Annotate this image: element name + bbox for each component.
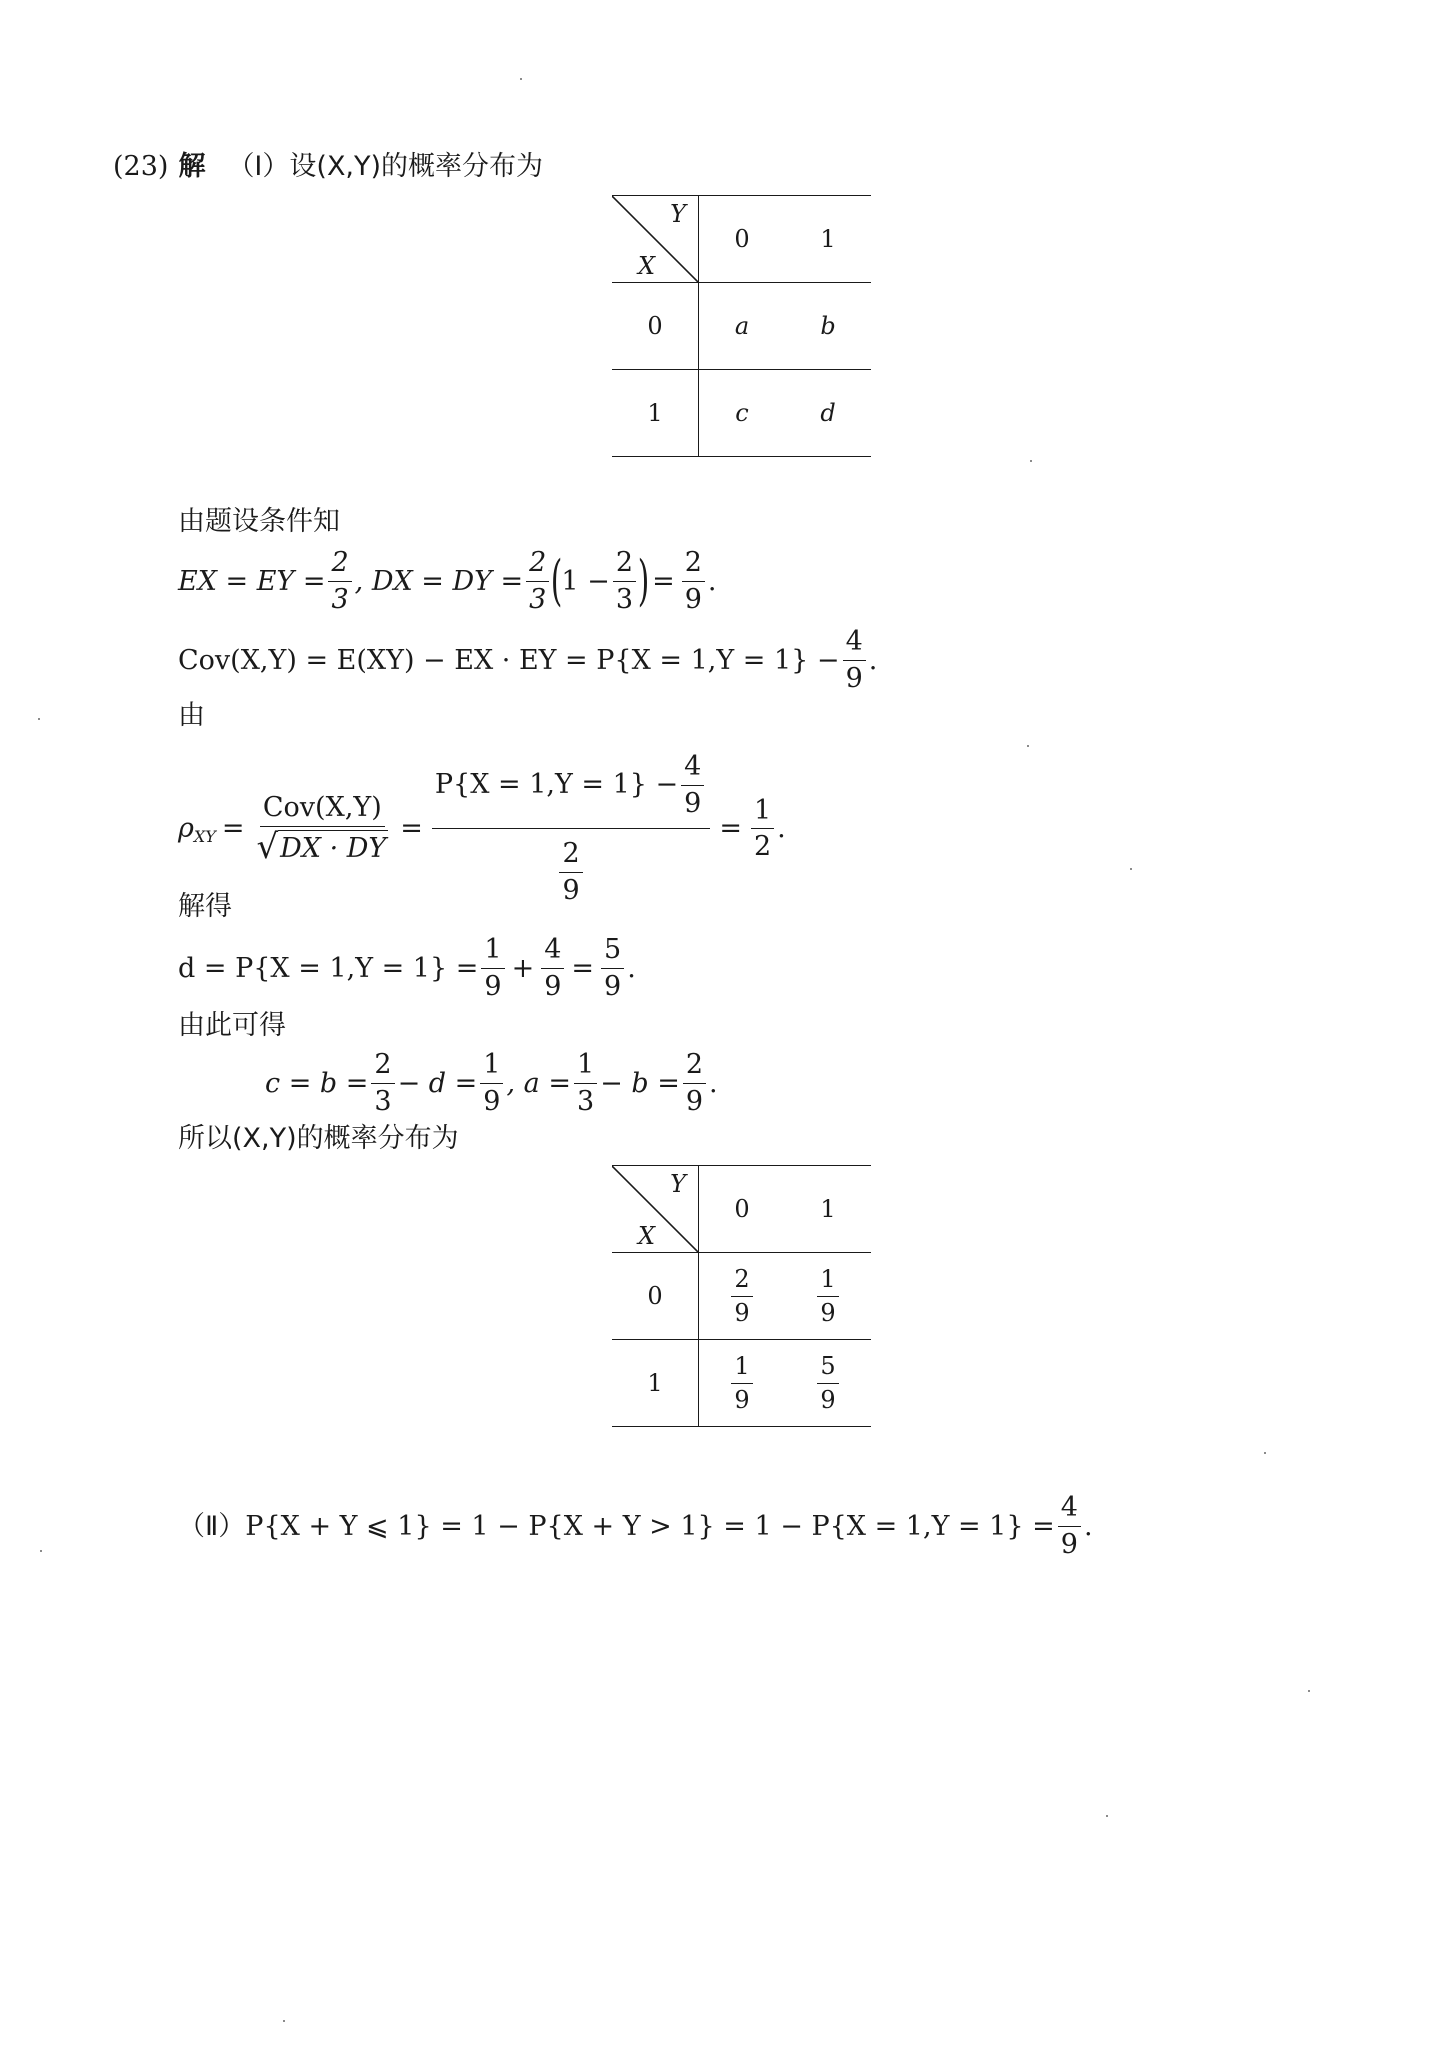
table2-cell: $\frac{1}{9}$ — [699, 1340, 786, 1427]
fraction-compound: P{X = 1,Y = 1} − $\frac{4}{9}$ $\frac{2}{9}$ — [432, 752, 710, 906]
table1-col-header: 1 — [785, 196, 871, 283]
fraction: $\frac{2}{9}$ — [683, 1050, 706, 1116]
part2-text: P{X + Y ⩽ 1} = 1 − P{X + Y > 1} = 1 − P{X = 1,Y = 1} = — [245, 1510, 1055, 1542]
table2-row-header: 1 — [612, 1340, 699, 1427]
table2-cell: $\frac{2}{9}$ — [699, 1253, 786, 1340]
eq5-lhs: c = b = — [265, 1067, 369, 1099]
table1-cell: a — [699, 283, 786, 370]
distribution-table-unknowns — [612, 195, 871, 457]
equation-correlation — [178, 752, 786, 906]
scan-speck — [40, 1550, 42, 1552]
fraction: $\frac{5}{9}$ — [601, 935, 624, 1001]
table1-row-var: X — [638, 252, 656, 280]
hence-text: 由此可得 — [178, 1010, 286, 1041]
scan-speck — [1030, 460, 1032, 462]
solve-text: 解得 — [178, 891, 232, 922]
eq5-a-equals: , a = — [506, 1067, 571, 1099]
eq5-minus-d: − d = — [397, 1067, 478, 1099]
table2-corner — [612, 1166, 699, 1253]
so-text: 所以(X,Y)的概率分布为 — [178, 1123, 459, 1154]
scan-speck — [283, 2020, 285, 2022]
fraction-cov-over-sqrt: Cov(X,Y) √ DX · DY — [256, 792, 387, 867]
period: . — [709, 1067, 718, 1099]
problem-header — [113, 153, 543, 180]
fraction: $\frac{4}{9}$ — [541, 935, 564, 1001]
eq2-text: Cov(X,Y) = E(XY) − EX · EY = P{X = 1,Y = 1} − — [178, 644, 840, 676]
rho-symbol: ρ — [178, 813, 194, 845]
fraction: $\frac{2}{3}$ — [613, 548, 636, 614]
table1-corner — [612, 196, 699, 283]
fraction: $\frac{1}{2}$ — [751, 796, 774, 862]
part2-equation — [178, 1493, 1093, 1559]
fraction: $\frac{1}{3}$ — [574, 1050, 597, 1116]
table2-cell: $\frac{5}{9}$ — [785, 1340, 871, 1427]
table1-cell: c — [699, 370, 786, 457]
fraction: $\frac{4}{9}$ — [1058, 1493, 1081, 1559]
part2-tag: （Ⅱ） — [178, 1510, 246, 1542]
scan-speck — [38, 718, 40, 720]
eq1-one-minus: 1 − — [561, 565, 610, 597]
period: . — [627, 952, 636, 984]
table1-row-header: 1 — [612, 370, 699, 457]
eq1-lhs: EX = EY = — [178, 565, 326, 597]
scan-speck — [1308, 1690, 1310, 1692]
table1-cell: d — [785, 370, 871, 457]
table2-col-header: 1 — [785, 1166, 871, 1253]
eq3-equals: = — [221, 813, 245, 845]
eq4-text: d = P{X = 1,Y = 1} = — [178, 952, 479, 984]
equation-abc-values — [265, 1050, 718, 1116]
fraction: $\frac{4}{9}$ — [843, 627, 866, 693]
period: . — [777, 813, 786, 845]
eq3-equals: = — [400, 813, 423, 845]
by-text: 由 — [178, 700, 205, 731]
part1-tag: （Ⅰ） — [227, 151, 290, 182]
paren-open: ( — [551, 549, 563, 613]
table1-row-header: 0 — [612, 283, 699, 370]
paren-close: ) — [637, 549, 650, 613]
period: . — [707, 565, 717, 597]
table1-col-var: Y — [670, 200, 686, 228]
table2-row-var: X — [638, 1222, 656, 1250]
equation-d-value — [178, 935, 636, 1001]
table1-cell: b — [785, 283, 871, 370]
fraction: $\frac{1}{9}$ — [481, 935, 504, 1001]
scan-speck — [1264, 1452, 1266, 1454]
eq1-equals: = — [652, 565, 675, 597]
eq3-equals: = — [719, 813, 742, 845]
period: . — [1083, 1510, 1093, 1542]
fraction: $\frac{2}{9}$ — [682, 548, 705, 614]
eq1-mid: , DX = DY = — [354, 565, 524, 597]
table2-col-header: 0 — [699, 1166, 786, 1253]
scan-speck — [1106, 1815, 1108, 1817]
scan-speck — [520, 78, 522, 80]
equation-covariance — [178, 627, 877, 693]
solve-label: 解 — [178, 151, 206, 182]
fraction: $\frac{1}{9}$ — [480, 1050, 503, 1116]
table2-row-header: 0 — [612, 1253, 699, 1340]
part1-intro: 设(X,Y)的概率分布为 — [289, 151, 544, 182]
given-text: 由题设条件知 — [178, 506, 340, 537]
fraction: $\frac{2}{3}$ — [526, 548, 549, 614]
equation-expectation-variance — [178, 548, 716, 614]
rho-subscript: XY — [193, 826, 216, 846]
table2-col-var: Y — [670, 1170, 686, 1198]
distribution-table-solved — [612, 1165, 871, 1427]
plus-sign: + — [511, 952, 535, 984]
problem-number: (23) — [113, 151, 169, 182]
period: . — [868, 644, 878, 676]
fraction: $\frac{2}{3}$ — [371, 1050, 394, 1116]
table2-cell: $\frac{1}{9}$ — [785, 1253, 871, 1340]
equals-sign: = — [571, 952, 594, 984]
table1-col-header: 0 — [699, 196, 786, 283]
eq5-minus-b: − b = — [600, 1067, 680, 1099]
fraction: $\frac{2}{3}$ — [328, 548, 351, 614]
scan-speck — [1027, 745, 1029, 747]
scan-speck — [1130, 868, 1132, 870]
